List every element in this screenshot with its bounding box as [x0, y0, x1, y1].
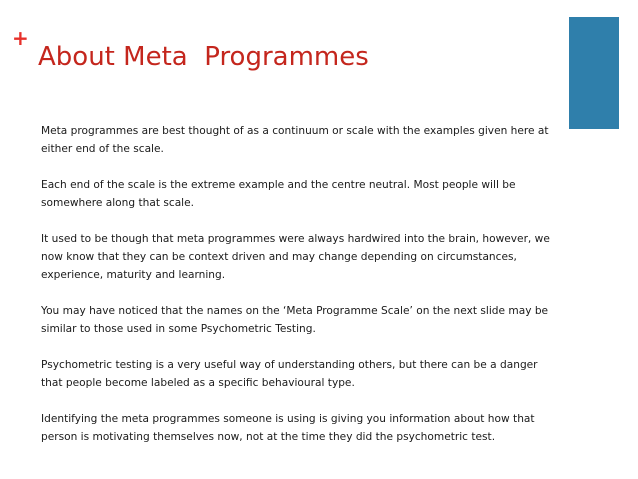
slide-title: About Meta Programmes [38, 42, 369, 72]
paragraph-5: Psychometric testing is a very useful way of understanding others, but there can be a danger that people become labeled as a specific behavioural type. [41, 359, 538, 389]
paragraph-3: It used to be though that meta programmes were always hardwired into the brain, however, we now know that they can be context driven and may change depending on circumstances, experience, maturity and learning. [41, 233, 550, 281]
paragraph-2: Each end of the scale is the extreme example and the centre neutral. Most people will be somewhere along that scale. [41, 179, 516, 209]
slide-body [41, 122, 561, 446]
plus-icon: + [12, 26, 29, 50]
accent-bar [569, 17, 619, 129]
paragraph-6: Identifying the meta programmes someone is using is giving you information about how that person is motivating themselves now, not at the time they did the psychometric test. [41, 413, 535, 443]
paragraph-4: You may have noticed that the names on the ‘Meta Programme Scale’ on the next slide may be similar to those used in some Psychometric Testing. [41, 305, 549, 335]
paragraph-1: Meta programmes are best thought of as a continuum or scale with the examples given here at either end of the scale. [41, 125, 549, 155]
